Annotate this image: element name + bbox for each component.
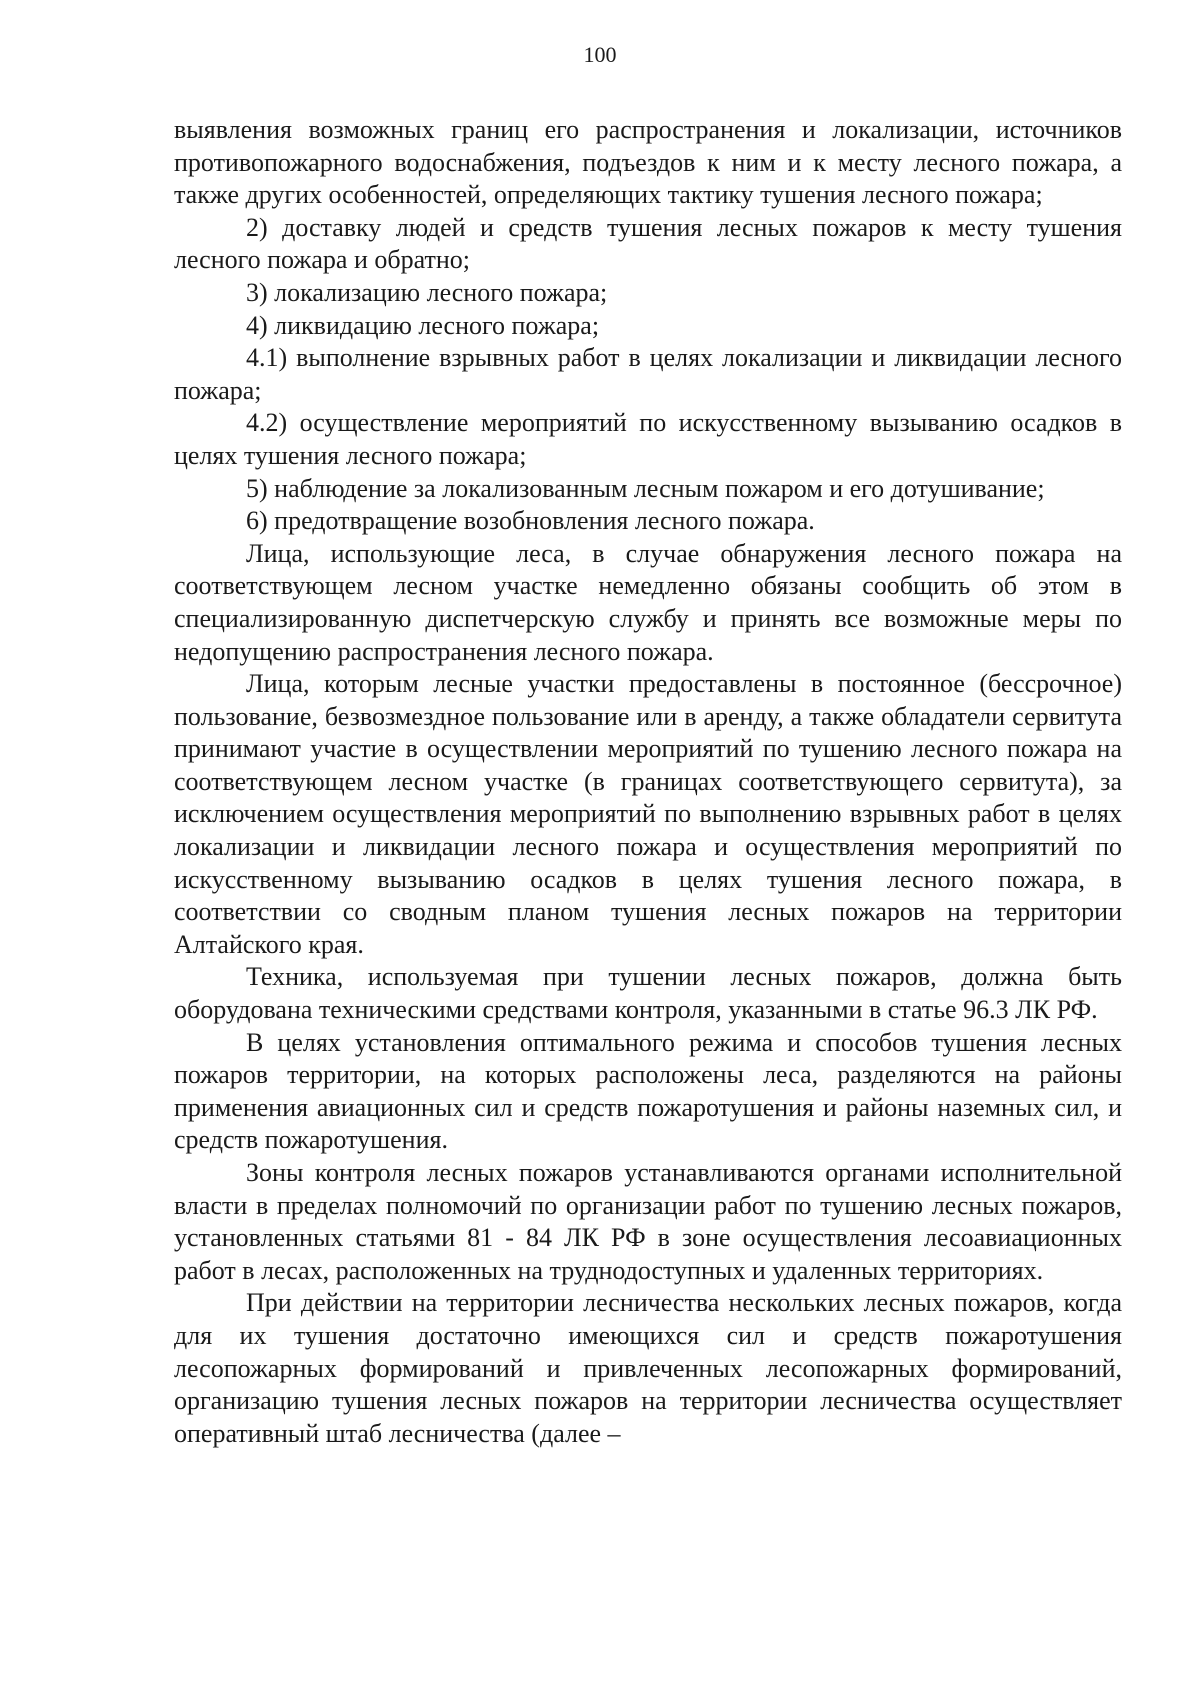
paragraph-leaseholders-participation: Лица, которым лесные участки предоставлены в постоянное (бессрочное) пользование, безвозмездное пользование или в аренду, а также обладатели сервитута принимают участие в осуществлении мероприятий по тушению лесного пожара на соответствующем лесном участке (в границах соответствующего сервитута), за исключением осуществления мероприятий по выполнению взрывных работ в целях локализации и ликвидации лесного пожара и осуществления мероприятий по искусственному вызыванию осадков в целях тушения лесного пожара, в соответствии со сводным планом тушения лесных пожаров на территории Алтайского края.: [174, 669, 1122, 959]
list-item-3-localization: 3) локализацию лесного пожара;: [246, 277, 608, 307]
list-item-4-1-explosive-works: 4.1) выполнение взрывных работ в целях локализации и ликвидации лесного пожара;: [174, 343, 1122, 405]
paragraph-equipment-control: Техника, используемая при тушении лесных пожаров, должна быть оборудована техническими средствами контроля, указанными в статье 96.3 ЛК РФ.: [174, 962, 1122, 1025]
paragraph-operational-headquarters: При действии на территории лесничества нескольких лесных пожаров, когда для их тушения достаточно имеющихся сил и средств пожаротушения лесопожарных формирований и привлеченных лесопожарных формирований, организацию тушения лесных пожаров на территории лесничества осуществляет оперативный штаб лесничества (далее –: [174, 1288, 1122, 1448]
page-number: 100: [583, 42, 617, 67]
list-item-5-observation: 5) наблюдение за локализованным лесным пожаром и его дотушивание;: [246, 473, 1045, 503]
list-item-4-2-precipitation: 4.2) осуществление мероприятий по искусственному вызыванию осадков в целях тушения лесного пожара;: [174, 408, 1122, 470]
list-item-2-delivery: 2) доставку людей и средств тушения лесных пожаров к месту тушения лесного пожара и обратно;: [174, 212, 1122, 275]
paragraph-fire-regions: В целях установления оптимального режима и способов тушения лесных пожаров территории, на которых расположены леса, разделяются на районы применения авиационных сил и средств пожаротушения и районы наземных сил, и средств пожаротушения.: [174, 1027, 1122, 1155]
paragraph-forest-users-duty: Лица, использующие леса, в случае обнаружения лесного пожара на соответствующем лесном участке немедленно обязаны сообщить об этом в специализированную диспетчерскую службу и принять все возможные меры по недопущению распространения лесного пожара.: [174, 538, 1122, 666]
document-body: [174, 114, 1122, 1450]
paragraph-fire-details: выявления возможных границ его распространения и локализации, источников противопожарного водоснабжения, подъездов к ним и к месту лесного пожара, а также других особенностей, определяющих тактику тушения лесного пожара;: [174, 115, 1122, 210]
list-item-6-prevention: 6) предотвращение возобновления лесного пожара.: [246, 506, 815, 536]
paragraph-control-zones: Зоны контроля лесных пожаров устанавливаются органами исполнительной власти в пределах полномочий по организации работ по тушению лесных пожаров, установленных статьями 81 - 84 ЛК РФ в зоне осуществления лесоавиационных работ в лесах, расположенных на труднодоступных и удаленных территориях.: [174, 1158, 1122, 1285]
list-item-4-liquidation: 4) ликвидацию лесного пожара;: [246, 310, 600, 340]
